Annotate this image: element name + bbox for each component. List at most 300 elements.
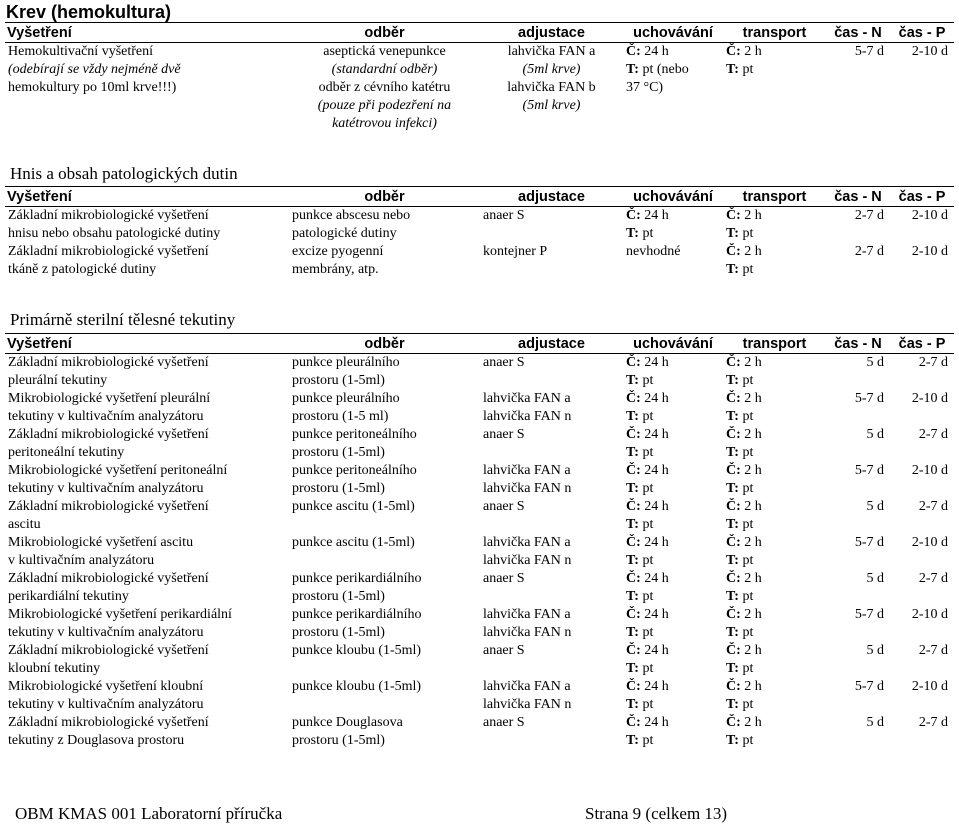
table-row (5, 426, 954, 462)
table-cell (289, 570, 480, 606)
table-cell: 5 d (866, 643, 884, 658)
table-cell (289, 462, 480, 498)
cell-line: anaer S (483, 499, 525, 514)
cell-line: Mikrobiologické vyšetření ascitu (8, 535, 194, 550)
cell-line: tekutiny v kultivačním analyzátoru (8, 625, 204, 640)
table-cell (723, 642, 826, 678)
table-cell: 2-7 d (854, 244, 884, 259)
cell-line: lahvička FAN n (483, 625, 572, 640)
column-header: odběr (289, 187, 480, 207)
specimen-table (5, 333, 954, 750)
cell-line: anaer S (483, 208, 525, 223)
column-header: uchovávání (623, 334, 723, 354)
cell-line: odběr z cévního katétru (318, 80, 451, 95)
table-cell (5, 642, 289, 678)
cell-line: nevhodné (626, 244, 681, 259)
cell-line: lahvička FAN b (507, 80, 596, 95)
cell-line: anaer S (483, 571, 525, 586)
label-prefix: Č: (626, 679, 641, 694)
column-header: čas - N (826, 334, 890, 354)
table-cell (480, 243, 623, 279)
column-header: čas - N (826, 23, 890, 43)
table-cell (623, 207, 723, 244)
cell-line: lahvička FAN a (483, 607, 571, 622)
column-header: čas - P (890, 334, 954, 354)
cell-line: kontejner P (483, 244, 548, 259)
cell-line: Č: 24 h (626, 44, 669, 59)
table-cell (623, 354, 723, 391)
label-prefix: T: (726, 226, 739, 241)
table-cell: 2-7 d (918, 355, 948, 370)
cell-line: katétrovou infekci) (332, 116, 437, 131)
table-cell (723, 606, 826, 642)
table-row (5, 570, 954, 606)
label-prefix: T: (726, 661, 739, 676)
table-cell (623, 570, 723, 606)
cell-line: punkce peritoneálního (292, 427, 417, 442)
cell-line: Č: 24 h (626, 463, 669, 478)
table-cell (289, 534, 480, 570)
label-prefix: Č: (726, 244, 741, 259)
table-cell (623, 534, 723, 570)
cell-line: Mikrobiologické vyšetření kloubní (8, 679, 204, 694)
label-prefix: T: (726, 62, 739, 77)
table-cell: 5-7 d (854, 463, 884, 478)
table-cell: 2-7 d (918, 499, 948, 514)
cell-line: T: pt (626, 625, 654, 640)
label-prefix: T: (626, 697, 639, 712)
column-header: transport (723, 334, 826, 354)
cell-line: Č: 2 h (726, 427, 762, 442)
cell-line: T: pt (626, 661, 654, 676)
cell-line: Č: 2 h (726, 208, 762, 223)
label-prefix: Č: (726, 607, 741, 622)
table-row (5, 243, 954, 279)
cell-line: T: pt (726, 517, 754, 532)
label-prefix: T: (626, 445, 639, 460)
label-prefix: Č: (626, 499, 641, 514)
table-cell (623, 642, 723, 678)
cell-line: T: pt (626, 373, 654, 388)
cell-line: Č: 2 h (726, 679, 762, 694)
cell-line: punkce Douglasova (292, 715, 403, 730)
label-prefix: T: (626, 733, 639, 748)
label-prefix: T: (726, 589, 739, 604)
table-cell (480, 642, 623, 678)
table-cell (623, 678, 723, 714)
label-prefix: T: (726, 481, 739, 496)
cell-line: Č: 24 h (626, 679, 669, 694)
cell-line: T: pt (726, 226, 754, 241)
cell-line: punkce perikardiálního (292, 607, 422, 622)
table-row (5, 354, 954, 391)
label-prefix: Č: (726, 715, 741, 730)
table-cell: 5-7 d (854, 391, 884, 406)
cell-line: pleurální tekutiny (8, 373, 108, 388)
table-row (5, 642, 954, 678)
table-cell (723, 678, 826, 714)
table-cell (723, 426, 826, 462)
cell-line: lahvička FAN n (483, 409, 572, 424)
cell-line: Č: 24 h (626, 391, 669, 406)
table-cell (480, 714, 623, 750)
label-prefix: T: (626, 62, 639, 77)
table-cell: 5 d (866, 499, 884, 514)
table-cell (623, 243, 723, 279)
table-cell (5, 462, 289, 498)
label-prefix: T: (626, 409, 639, 424)
label-prefix: Č: (726, 535, 741, 550)
cell-line: anaer S (483, 427, 525, 442)
table-cell (5, 534, 289, 570)
cell-line: lahvička FAN n (483, 481, 572, 496)
label-prefix: Č: (726, 44, 741, 59)
label-prefix: Č: (726, 463, 741, 478)
column-header: čas - N (826, 187, 890, 207)
table-cell (5, 243, 289, 279)
label-prefix: T: (726, 409, 739, 424)
table-row (5, 678, 954, 714)
header-row (5, 334, 954, 354)
cell-line: T: pt (726, 409, 754, 424)
cell-line: punkce pleurálního (292, 355, 400, 370)
cell-line: lahvička FAN n (483, 553, 572, 568)
table-cell (5, 390, 289, 426)
cell-line: aseptická venepunkce (323, 44, 446, 59)
table-cell (480, 534, 623, 570)
label-prefix: Č: (626, 571, 641, 586)
table-cell: 2-10 d (911, 391, 948, 406)
label-prefix: T: (626, 553, 639, 568)
cell-line: T: pt (626, 226, 654, 241)
cell-line: Č: 2 h (726, 463, 762, 478)
cell-line: lahvička FAN n (483, 697, 572, 712)
label-prefix: T: (726, 262, 739, 277)
table-cell: 2-10 d (911, 535, 948, 550)
cell-line: prostoru (1-5ml) (292, 373, 385, 388)
table-cell (623, 390, 723, 426)
cell-line: Č: 24 h (626, 208, 669, 223)
table-cell: 2-7 d (918, 427, 948, 442)
cell-line: Mikrobiologické vyšetření peritoneální (8, 463, 228, 478)
label-prefix: Č: (726, 355, 741, 370)
cell-line: anaer S (483, 355, 525, 370)
label-prefix: T: (626, 661, 639, 676)
label-prefix: T: (726, 373, 739, 388)
cell-line: T: pt (726, 445, 754, 460)
label-prefix: Č: (726, 499, 741, 514)
table-cell (623, 714, 723, 750)
table-cell: 5-7 d (854, 679, 884, 694)
cell-line: tekutiny z Douglasova prostoru (8, 733, 185, 748)
table-cell: 2-10 d (911, 463, 948, 478)
cell-line: prostoru (1-5ml) (292, 481, 385, 496)
cell-line: Č: 2 h (726, 607, 762, 622)
cell-line: (pouze při podezření na (317, 98, 452, 113)
column-header: odběr (289, 334, 480, 354)
cell-line: Základní mikrobiologické vyšetření (8, 244, 209, 259)
cell-line: Č: 2 h (726, 44, 762, 59)
table-row (5, 207, 954, 244)
cell-line: membrány, atp. (292, 262, 379, 277)
cell-line: (odebírají se vždy nejméně dvě (8, 62, 181, 77)
table-cell: 2-7 d (918, 715, 948, 730)
table-cell (289, 714, 480, 750)
column-header: uchovávání (623, 187, 723, 207)
label-prefix: T: (726, 517, 739, 532)
cell-line: Mikrobiologické vyšetření perikardiální (8, 607, 232, 622)
column-header: odběr (289, 23, 480, 43)
cell-line: punkce kloubu (1-5ml) (292, 679, 422, 694)
table-row (5, 534, 954, 570)
cell-line: tekutiny v kultivačním analyzátoru (8, 697, 204, 712)
cell-line: T: pt (626, 553, 654, 568)
label-prefix: Č: (726, 391, 741, 406)
cell-line: Č: 2 h (726, 244, 762, 259)
cell-line: Č: 24 h (626, 715, 669, 730)
table-row (5, 390, 954, 426)
table-cell (289, 390, 480, 426)
label-prefix: T: (726, 445, 739, 460)
cell-line: prostoru (1-5ml) (292, 733, 385, 748)
cell-line: prostoru (1-5ml) (292, 445, 385, 460)
table-cell (480, 390, 623, 426)
table-cell (5, 498, 289, 534)
table-cell (723, 534, 826, 570)
cell-line: Základní mikrobiologické vyšetření (8, 355, 209, 370)
table-cell (723, 462, 826, 498)
table-cell (289, 207, 480, 244)
specimen-table (5, 22, 954, 133)
column-header: Vyšetření (5, 187, 289, 207)
table-cell (289, 606, 480, 642)
section-title: Krev (hemokultura) (6, 2, 172, 22)
cell-line: (5ml krve) (522, 98, 581, 113)
table-cell (723, 570, 826, 606)
cell-line: punkce ascitu (1-5ml) (292, 499, 415, 514)
label-prefix: T: (726, 625, 739, 640)
section-title: Primárně sterilní tělesné tekutiny (10, 310, 236, 329)
label-prefix: T: (626, 226, 639, 241)
table-cell (723, 354, 826, 391)
header-row (5, 187, 954, 207)
cell-line: T: pt (726, 481, 754, 496)
cell-line: excize pyogenní (292, 244, 384, 259)
cell-line: T: pt (726, 553, 754, 568)
label-prefix: Č: (726, 208, 741, 223)
cell-line: T: pt (626, 697, 654, 712)
table-cell (480, 207, 623, 244)
cell-line: T: pt (626, 481, 654, 496)
table-cell (5, 570, 289, 606)
column-header: adjustace (480, 334, 623, 354)
table-row (5, 43, 954, 134)
table-cell (623, 498, 723, 534)
cell-line: 37 °C) (626, 80, 664, 95)
table-cell: 5-7 d (854, 44, 884, 59)
table-cell (289, 642, 480, 678)
cell-line: punkce kloubu (1-5ml) (292, 643, 422, 658)
table-cell: 5 d (866, 355, 884, 370)
cell-line: prostoru (1-5ml) (292, 589, 385, 604)
table-cell: 5 d (866, 571, 884, 586)
label-prefix: Č: (626, 44, 641, 59)
cell-line: T: pt (726, 733, 754, 748)
column-header: uchovávání (623, 23, 723, 43)
table-cell (723, 714, 826, 750)
label-prefix: T: (626, 589, 639, 604)
table-cell: 2-10 d (911, 208, 948, 223)
table-cell (623, 43, 723, 134)
cell-line: punkce pleurálního (292, 391, 400, 406)
table-cell (480, 606, 623, 642)
cell-line: lahvička FAN a (483, 535, 571, 550)
cell-line: T: pt (nebo (626, 62, 689, 77)
label-prefix: Č: (626, 715, 641, 730)
table-cell (5, 207, 289, 244)
column-header: transport (723, 187, 826, 207)
specimen-table (5, 186, 954, 279)
cell-line: Hemokultivační vyšetření (8, 44, 154, 59)
table-cell (480, 43, 623, 134)
cell-line: punkce abscesu nebo (292, 208, 411, 223)
label-prefix: Č: (626, 607, 641, 622)
cell-line: Mikrobiologické vyšetření pleurální (8, 391, 211, 406)
table-cell (480, 354, 623, 391)
cell-line: Č: 2 h (726, 391, 762, 406)
label-prefix: Č: (626, 208, 641, 223)
cell-line: punkce perikardiálního (292, 571, 422, 586)
table-cell: 5-7 d (854, 535, 884, 550)
table-row (5, 498, 954, 534)
table-cell: 5 d (866, 715, 884, 730)
table-cell (723, 390, 826, 426)
table-cell (5, 354, 289, 391)
table-cell (289, 243, 480, 279)
table-row (5, 606, 954, 642)
cell-line: T: pt (626, 589, 654, 604)
label-prefix: Č: (726, 571, 741, 586)
cell-line: Základní mikrobiologické vyšetření (8, 571, 209, 586)
cell-line: lahvička FAN a (483, 463, 571, 478)
label-prefix: T: (626, 625, 639, 640)
label-prefix: Č: (626, 427, 641, 442)
cell-line: Č: 24 h (626, 535, 669, 550)
table-cell (723, 498, 826, 534)
cell-line: T: pt (726, 661, 754, 676)
cell-line: ascitu (8, 517, 41, 532)
cell-line: tkáně z patologické dutiny (8, 262, 157, 277)
table-cell: 2-10 d (911, 607, 948, 622)
cell-line: Č: 24 h (626, 571, 669, 586)
cell-line: Základní mikrobiologické vyšetření (8, 427, 209, 442)
table-cell (289, 43, 480, 134)
table-cell (5, 678, 289, 714)
cell-line: patologické dutiny (292, 226, 397, 241)
column-header: transport (723, 23, 826, 43)
cell-line: punkce ascitu (1-5ml) (292, 535, 415, 550)
cell-line: Č: 2 h (726, 571, 762, 586)
cell-line: T: pt (726, 373, 754, 388)
cell-line: prostoru (1-5ml) (292, 625, 385, 640)
cell-line: Č: 2 h (726, 355, 762, 370)
cell-line: Č: 2 h (726, 499, 762, 514)
table-cell (480, 462, 623, 498)
table-cell: 2-7 d (918, 643, 948, 658)
table-cell: 2-10 d (911, 679, 948, 694)
column-header: adjustace (480, 187, 623, 207)
table-cell: 5-7 d (854, 607, 884, 622)
cell-line: perikardiální tekutiny (8, 589, 129, 604)
label-prefix: Č: (626, 391, 641, 406)
column-header: čas - P (890, 23, 954, 43)
cell-line: Č: 24 h (626, 499, 669, 514)
table-cell (480, 426, 623, 462)
footer-left: OBM KMAS 001 Laboratorní příručka (15, 804, 283, 823)
cell-line: lahvička FAN a (483, 679, 571, 694)
cell-line: T: pt (726, 589, 754, 604)
cell-line: T: pt (726, 697, 754, 712)
column-header: Vyšetření (5, 23, 289, 43)
label-prefix: T: (726, 697, 739, 712)
cell-line: (standardní odběr) (331, 62, 438, 77)
label-prefix: T: (626, 481, 639, 496)
cell-line: hemokultury po 10ml krve!!!) (8, 80, 177, 95)
table-cell (289, 498, 480, 534)
cell-line: (5ml krve) (522, 62, 581, 77)
cell-line: T: pt (626, 733, 654, 748)
section-title: Hnis a obsah patologických dutin (10, 164, 238, 183)
table-cell: 2-10 d (911, 244, 948, 259)
cell-line: tekutiny v kultivačním analyzátoru (8, 481, 204, 496)
table-cell (480, 498, 623, 534)
footer-right: Strana 9 (celkem 13) (585, 804, 728, 823)
cell-line: Č: 24 h (626, 643, 669, 658)
table-cell (480, 570, 623, 606)
cell-line: Č: 24 h (626, 607, 669, 622)
table-cell (5, 43, 289, 134)
label-prefix: Č: (626, 355, 641, 370)
column-header: adjustace (480, 23, 623, 43)
table-cell (723, 43, 826, 134)
cell-line: Č: 2 h (726, 535, 762, 550)
cell-line: v kultivačním analyzátoru (8, 553, 155, 568)
cell-line: Č: 24 h (626, 355, 669, 370)
cell-line: peritoneální tekutiny (8, 445, 125, 460)
table-cell (5, 714, 289, 750)
label-prefix: Č: (726, 643, 741, 658)
label-prefix: Č: (726, 427, 741, 442)
table-cell: 5 d (866, 427, 884, 442)
table-cell (623, 462, 723, 498)
label-prefix: T: (626, 517, 639, 532)
table-cell: 2-10 d (911, 44, 948, 59)
column-header: čas - P (890, 187, 954, 207)
cell-line: Č: 2 h (726, 643, 762, 658)
table-cell: 2-7 d (854, 208, 884, 223)
cell-line: Základní mikrobiologické vyšetření (8, 499, 209, 514)
cell-line: Základní mikrobiologické vyšetření (8, 715, 209, 730)
cell-line: Základní mikrobiologické vyšetření (8, 643, 209, 658)
table-row (5, 462, 954, 498)
cell-line: lahvička FAN a (507, 44, 596, 59)
table-cell (623, 606, 723, 642)
cell-line: Č: 2 h (726, 715, 762, 730)
label-prefix: T: (626, 373, 639, 388)
cell-line: anaer S (483, 643, 525, 658)
cell-line: prostoru (1-5 ml) (292, 409, 389, 424)
cell-line: tekutiny v kultivačním analyzátoru (8, 409, 204, 424)
